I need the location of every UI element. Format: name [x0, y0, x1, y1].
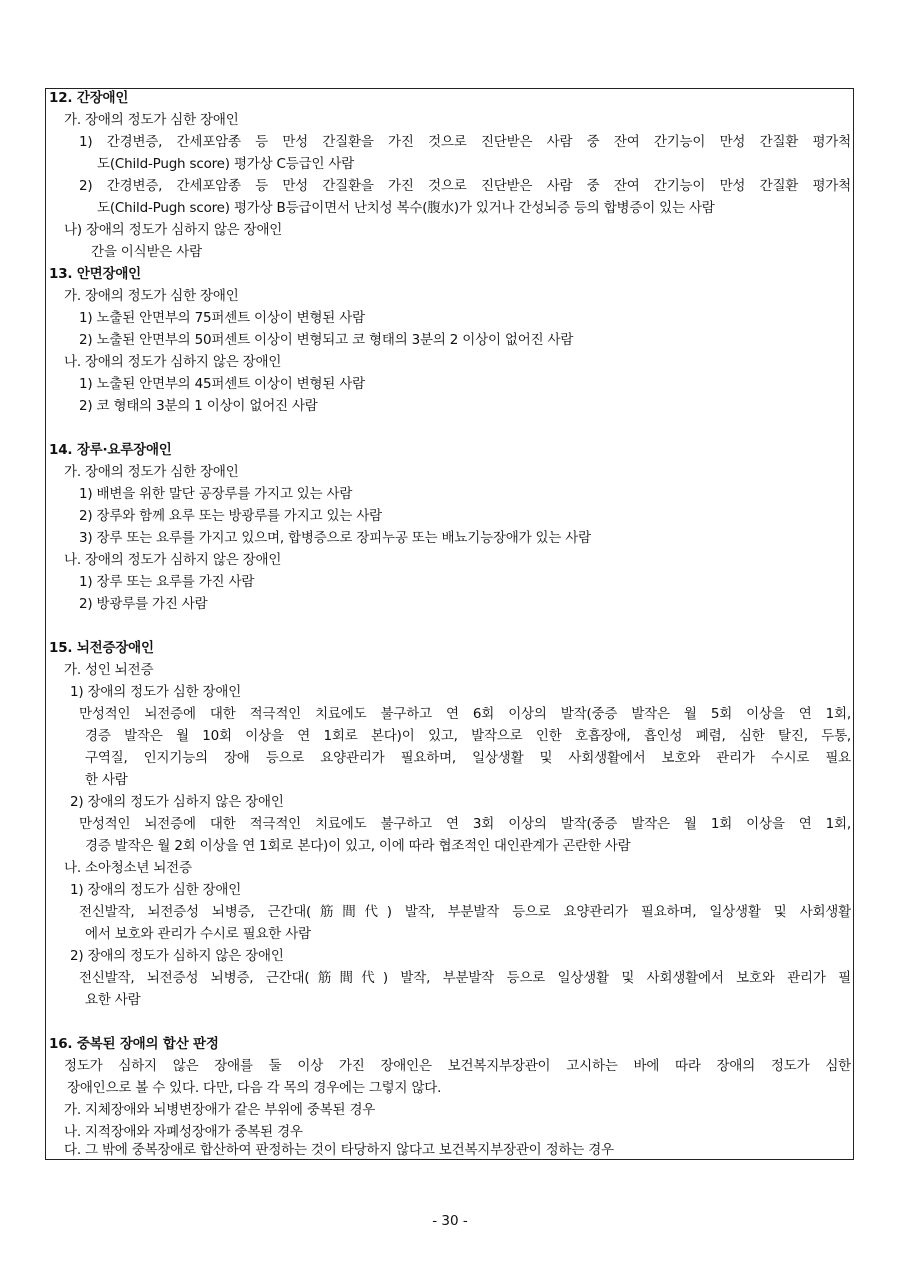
paragraph-line: 한 사람	[85, 772, 128, 788]
list-item: 1) 노출된 안면부의 45퍼센트 이상이 변형된 사람	[79, 376, 365, 392]
subsection-heading: 가. 장애의 정도가 심한 장애인	[64, 464, 239, 480]
paragraph-line: 전신발작, 뇌전증성 뇌병증, 근간대(筋間代) 발작, 부분발작 등으로 요양관리가 필요하며, 일상생활 및 사회생활	[79, 904, 851, 920]
list-item-continuation: 도(Child-Pugh score) 평가상 C등급인 사람	[97, 156, 355, 172]
list-item: 2) 간경변증, 간세포암종 등 만성 간질환을 가진 것으로 진단받은 사람 중 잔여 간기능이 만성 간질환 평가척	[79, 178, 851, 194]
paragraph-line: 정도가 심하지 않은 장애를 둘 이상 가진 장애인은 보건복지부장관이 고시하는 바에 따라 장애의 정도가 심한	[64, 1058, 851, 1074]
paragraph-line: 경증 발작은 월 10회 이상을 연 1회로 본다)이 있고, 발작으로 인한 호흡장애, 흡인성 폐렴, 심한 탈진, 두통,	[85, 728, 851, 744]
section-title-face: 13. 안면장애인	[49, 266, 142, 282]
section-title-stoma: 14. 장루·요루장애인	[49, 442, 172, 458]
paragraph-line: 장애인으로 볼 수 있다. 다만, 다음 각 목의 경우에는 그렇지 않다.	[67, 1080, 442, 1096]
list-item-continuation: 도(Child-Pugh score) 평가상 B등급이면서 난치성 복수(腹水)가 있거나 간성뇌증 등의 합병증이 있는 사람	[97, 200, 715, 216]
list-item: 1) 장루 또는 요루를 가진 사람	[79, 574, 255, 590]
list-item: 2) 장루와 함께 요루 또는 방광루를 가지고 있는 사람	[79, 508, 383, 524]
paragraph-line: 요한 사람	[85, 992, 141, 1008]
subsection-heading: 나) 장애의 정도가 심하지 않은 장애인	[64, 222, 283, 238]
list-item: 2) 장애의 정도가 심하지 않은 장애인	[70, 948, 284, 964]
list-item: 2) 노출된 안면부의 50퍼센트 이상이 변형되고 코 형태의 3분의 2 이상이 없어진 사람	[79, 332, 574, 348]
paragraph-line: 경증 발작은 월 2회 이상을 연 1회로 본다)이 있고, 이에 따라 협조적인 대인관계가 곤란한 사람	[85, 838, 631, 854]
subsection-heading: 가. 장애의 정도가 심한 장애인	[64, 112, 239, 128]
subsection-heading: 가. 장애의 정도가 심한 장애인	[64, 288, 239, 304]
list-item: 1) 간경변증, 간세포암종 등 만성 간질환을 가진 것으로 진단받은 사람 중 잔여 간기능이 만성 간질환 평가척	[79, 134, 851, 150]
paragraph-line: 만성적인 뇌전증에 대한 적극적인 치료에도 불구하고 연 6회 이상의 발작(중증 발작은 월 5회 이상을 연 1회,	[79, 706, 851, 722]
subsection-heading: 나. 장애의 정도가 심하지 않은 장애인	[64, 354, 282, 370]
list-item: 2) 방광루를 가진 사람	[79, 596, 208, 612]
section-title-epilepsy: 15. 뇌전증장애인	[49, 640, 154, 656]
subsection-heading: 나. 소아청소년 뇌전증	[64, 860, 192, 876]
page-number: - 30 -	[432, 1213, 468, 1229]
list-item: 나. 지적장애와 자폐성장애가 중복된 경우	[64, 1124, 303, 1140]
list-item: 1) 노출된 안면부의 75퍼센트 이상이 변형된 사람	[79, 310, 365, 326]
paragraph-line: 전신발작, 뇌전증성 뇌병증, 근간대(筋間代) 발작, 부분발작 등으로 일상생활 및 사회생활에서 보호와 관리가 필	[79, 970, 851, 986]
list-item: 2) 코 형태의 3분의 1 이상이 없어진 사람	[79, 398, 318, 414]
list-item: 1) 배변을 위한 말단 공장루를 가지고 있는 사람	[79, 486, 353, 502]
paragraph-line: 만성적인 뇌전증에 대한 적극적인 치료에도 불구하고 연 3회 이상의 발작(중증 발작은 월 1회 이상을 연 1회,	[79, 816, 851, 832]
section-title-liver: 12. 간장애인	[49, 90, 129, 106]
paragraph-line: 구역질, 인지기능의 장애 등으로 요양관리가 필요하며, 일상생활 및 사회생활에서 보호와 관리가 수시로 필요	[85, 750, 851, 766]
list-item: 다. 그 밖에 중복장애로 합산하여 판정하는 것이 타당하지 않다고 보건복지부장관이 정하는 경우	[64, 1142, 614, 1158]
subsection-heading: 가. 성인 뇌전증	[64, 662, 154, 678]
section-title-multiple: 16. 중복된 장애의 합산 판정	[49, 1036, 219, 1052]
list-item: 3) 장루 또는 요루를 가지고 있으며, 합병증으로 장피누공 또는 배뇨기능장애가 있는 사람	[79, 530, 591, 546]
subsection-heading: 나. 장애의 정도가 심하지 않은 장애인	[64, 552, 282, 568]
paragraph-line: 에서 보호와 관리가 수시로 필요한 사람	[85, 926, 311, 942]
list-item: 1) 장애의 정도가 심한 장애인	[70, 882, 242, 898]
content-frame	[45, 88, 854, 1160]
list-item: 2) 장애의 정도가 심하지 않은 장애인	[70, 794, 284, 810]
list-item: 1) 장애의 정도가 심한 장애인	[70, 684, 242, 700]
paragraph: 간을 이식받은 사람	[91, 244, 202, 260]
list-item: 가. 지체장애와 뇌병변장애가 같은 부위에 중복된 경우	[64, 1102, 376, 1118]
